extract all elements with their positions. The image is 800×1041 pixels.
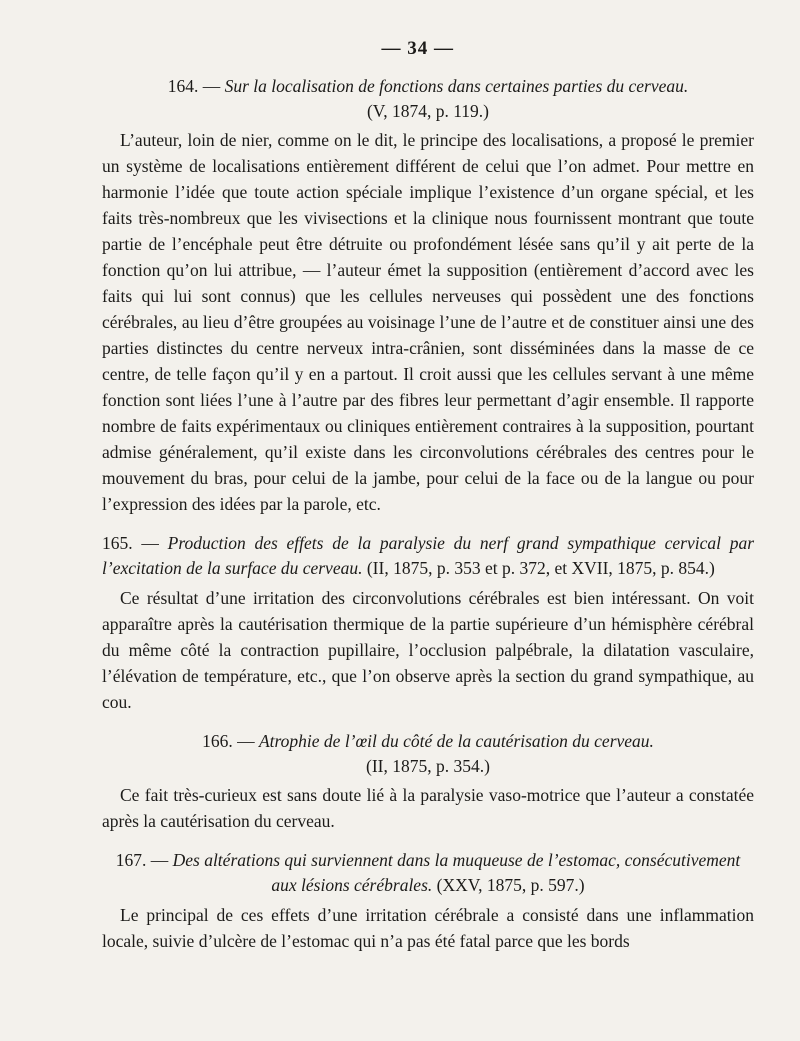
page-number: — 34 — (381, 38, 454, 59)
entry-body: Ce résultat d’une irritation des circonvolutions cérébrales est bien intéressant. On voit apparaître après la cautérisation thermique de la partie supérieure d’un hémisphère cérébral du même côté la contraction pupillaire, l’occlusion palpébrale, la dilatation vasculaire, l’élévation de température, etc., que l’on observe après la section du grand sympathique, au cou. (102, 588, 754, 712)
entry-heading (102, 74, 754, 99)
entry-reference: (V, 1874, p. 119.) (366, 101, 489, 121)
entry-number: 164. — (167, 76, 221, 96)
entry-reference: (XXV, 1875, p. 597.) (436, 875, 585, 895)
entry-heading (102, 848, 754, 898)
entry-number: 166. — (202, 731, 255, 751)
entry-body: Ce fait très-curieux est sans doute lié à la paralysie vaso-motrice que l’auteur a constatée après la cautérisation du cerveau. (102, 785, 754, 831)
entry-body: L’auteur, loin de nier, comme on le dit, le principe des localisations, a proposé le premier un système de localisations entièrement différent de celui que l’on admet. Pour mettre en harmonie l’idée que toute action spéciale implique l’existence d’un organe spécial, et les faits très-nombreux que les vivisections et la clinique nous fournissent montrant que toute partie de l’encéphale peut être détruite ou profondément lésée sans qu’il y ait perte de la fonction qu’on lui attribue, — l’auteur émet la supposition (entièrement d’accord avec les faits qui lui sont connus) que les cellules nerveuses qui possèdent une des fonctions cérébrales, au lieu d’être groupées au voisinage l’une de l’autre et de constituer ainsi une des parties distinctes du centre nerveux intra-crânien, sont disséminées dans la masse de ce centre, de telle façon qu’il y en a partout. Il croit aussi que les cellules servant à une même fonction sont liées l’une à l’autre par des fibres leur permettant d’agir ensemble. Il rapporte nombre de faits expérimentaux ou cliniques entièrement contraires à la supposition, pourtant admise généralement, qu’il existe dans les circonvolutions cérébrales des centres pour le mouvement du bras, pour celui de la jambe, pour celui de la face ou de la langue ou pour l’expression des idées par la parole, etc. (102, 130, 754, 514)
entry-heading (102, 729, 754, 754)
entry-title: Des altérations qui surviennent dans la muqueuse de l’estomac, consécutivement aux lésions cérébrales. (172, 850, 741, 895)
entry-167 (102, 848, 754, 954)
entry-reference: (II, 1875, p. 354.) (366, 756, 490, 776)
entry-title: Sur la localisation de fonctions dans certaines parties du cerveau. (224, 76, 689, 96)
entry-165 (102, 531, 754, 715)
entry-number: 167. — (115, 850, 169, 870)
entry-title: Production des effets de la paralysie du nerf grand sympathique cervical par l’excitation de la surface du cerveau. (102, 533, 755, 578)
entry-reference: (II, 1875, p. 353 et p. 372, et XVII, 1875, p. 854.) (366, 558, 715, 578)
entry-number: 165. — (102, 533, 159, 553)
entry-166 (102, 729, 754, 834)
entry-body: Le principal de ces effets d’une irritation cérébrale a consisté dans une inflammation locale, suivie d’ulcère de l’estomac qui n’a pas été fatal parce que les bords (102, 905, 754, 951)
entry-heading (102, 531, 754, 581)
entry-title: Atrophie de l’œil du côté de la cautérisation du cerveau. (258, 731, 654, 751)
entry-164 (102, 74, 754, 517)
